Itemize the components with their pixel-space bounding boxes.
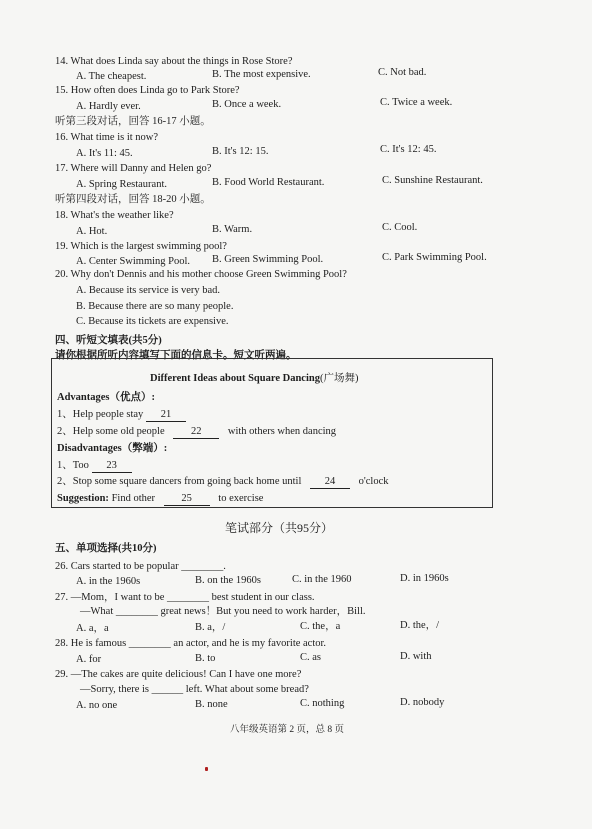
question-19: 19. Which is the largest swimming pool?: [55, 241, 227, 252]
q15-option-a: A. Hardly ever.: [76, 101, 141, 112]
q19-option-a: A. Center Swimming Pool.: [76, 256, 191, 267]
q26-option-b: B. on the 1960s: [195, 575, 261, 586]
suggestion: [57, 492, 263, 506]
suggestion-text: Find other: [111, 493, 156, 504]
advantage-2-text: 2、Help some old people: [57, 426, 165, 437]
section4-title: 四、听短文填表(共5分): [55, 335, 162, 346]
section5-title: 五、单项选择(共10分): [55, 543, 157, 554]
question-26: 26. Cars started to be popular ________.: [55, 561, 226, 572]
disadvantage-1-text: 1、Too: [57, 460, 89, 471]
q29-option-d: D. nobody: [400, 697, 445, 708]
question-27-line2: —What ________ great news！But you need to work harder，Bill.: [80, 606, 366, 617]
q29-option-c: C. nothing: [300, 698, 345, 709]
q17-option-a: A. Spring Restaurant.: [76, 179, 167, 190]
written-part-title: 笔试部分（共95分）: [225, 521, 334, 535]
q17-option-c: C. Sunshine Restaurant.: [382, 175, 483, 186]
ink-mark: [205, 767, 208, 771]
q19-option-b: B. Green Swimming Pool.: [212, 254, 324, 265]
q26-option-a: A. in the 1960s: [76, 576, 141, 587]
question-18: 18. What's the weather like?: [55, 210, 174, 221]
question-20: 20. Why don't Dennis and his mother choose Green Swimming Pool?: [55, 269, 347, 280]
question-27: 27. —Mom，I want to be ________ best student in our class.: [55, 592, 315, 603]
suggestion-label: Suggestion:: [57, 493, 109, 504]
q15-option-c: C. Twice a week.: [380, 97, 453, 108]
q27-option-d: D. the，/: [400, 620, 440, 631]
disadvantage-2-suffix: o'clock: [358, 476, 389, 487]
q16-option-c: C. It's 12: 45.: [380, 144, 437, 155]
q14-option-c: C. Not bad.: [378, 67, 427, 78]
q18-option-b: B. Warm.: [212, 224, 253, 235]
q29-option-a: A. no one: [76, 700, 118, 711]
q27-option-a: A. a，a: [76, 623, 109, 634]
q16-option-a: A. It's 11: 45.: [76, 148, 133, 159]
blank-23[interactable]: 23: [92, 459, 132, 473]
question-16: 16. What time is it now?: [55, 132, 159, 143]
blank-22[interactable]: 22: [173, 425, 219, 439]
instruction-part4: 听第四段对话，回答 18-20 小题。: [55, 194, 211, 205]
q15-option-b: B. Once a week.: [212, 99, 282, 110]
q20-option-c: C. Because its tickets are expensive.: [76, 316, 229, 327]
advantage-1: [57, 408, 186, 422]
q26-option-d: D. in 1960s: [400, 573, 449, 584]
section4-instruction: 请你根据所听内容填写下面的信息卡。短文听两遍。: [55, 350, 297, 361]
q27-option-c: C. the，a: [300, 621, 341, 632]
page-footer: 八年级英语第 2 页，总 8 页: [230, 725, 345, 735]
disadvantage-2: [57, 475, 389, 489]
disadvantage-1: [57, 459, 132, 473]
blank-24[interactable]: 24: [310, 475, 350, 489]
q28-option-a: A. for: [76, 654, 102, 665]
question-17: 17. Where will Danny and Helen go?: [55, 163, 212, 174]
card-heading: [150, 372, 358, 385]
q16-option-b: B. It's 12: 15.: [212, 146, 269, 157]
q27-option-b: B. a，/: [195, 622, 226, 633]
info-card: [51, 358, 493, 508]
q18-option-c: C. Cool.: [382, 222, 418, 233]
q28-option-d: D. with: [400, 651, 432, 662]
suggestion-suffix: to exercise: [218, 493, 264, 504]
q18-option-a: A. Hot.: [76, 226, 108, 237]
advantages-label: Advantages（优点）:: [57, 392, 156, 403]
q17-option-b: B. Food World Restaurant.: [212, 177, 325, 188]
q28-option-c: C. as: [300, 652, 321, 663]
advantage-1-text: 1、Help people stay: [57, 409, 144, 420]
card-heading-en: Different Ideas about Square Dancing: [150, 373, 320, 384]
card-heading-cn: (广场舞): [319, 373, 359, 384]
question-29-line2: —Sorry, there is ______ left. What about some bread?: [80, 684, 309, 695]
q14-option-a: A. The cheapest.: [76, 71, 147, 82]
blank-21[interactable]: 21: [146, 408, 186, 422]
disadvantage-2-text: 2、Stop some square dancers from going back home until: [57, 476, 302, 487]
disadvantages-label: Disadvantages（弊端）:: [57, 443, 168, 454]
q20-option-a: A. Because its service is very bad.: [76, 285, 221, 296]
instruction-part3: 听第三段对话，回答 16-17 小题。: [55, 116, 211, 127]
q29-option-b: B. none: [195, 699, 228, 710]
question-14: 14. What does Linda say about the things in Rose Store?: [55, 56, 293, 67]
q26-option-c: C. in the 1960: [292, 574, 352, 585]
advantage-2: [57, 425, 336, 439]
question-28: 28. He is famous ________ an actor, and he is my favorite actor.: [55, 638, 327, 649]
blank-25[interactable]: 25: [164, 492, 210, 506]
question-15: 15. How often does Linda go to Park Store?: [55, 85, 240, 96]
q20-option-b: B. Because there are so many people.: [76, 301, 234, 312]
q14-option-b: B. The most expensive.: [212, 69, 311, 80]
q28-option-b: B. to: [195, 653, 216, 664]
q19-option-c: C. Park Swimming Pool.: [382, 252, 487, 263]
advantage-2-suffix: with others when dancing: [227, 426, 337, 437]
question-29: 29. —The cakes are quite delicious! Can I have one more?: [55, 669, 302, 680]
